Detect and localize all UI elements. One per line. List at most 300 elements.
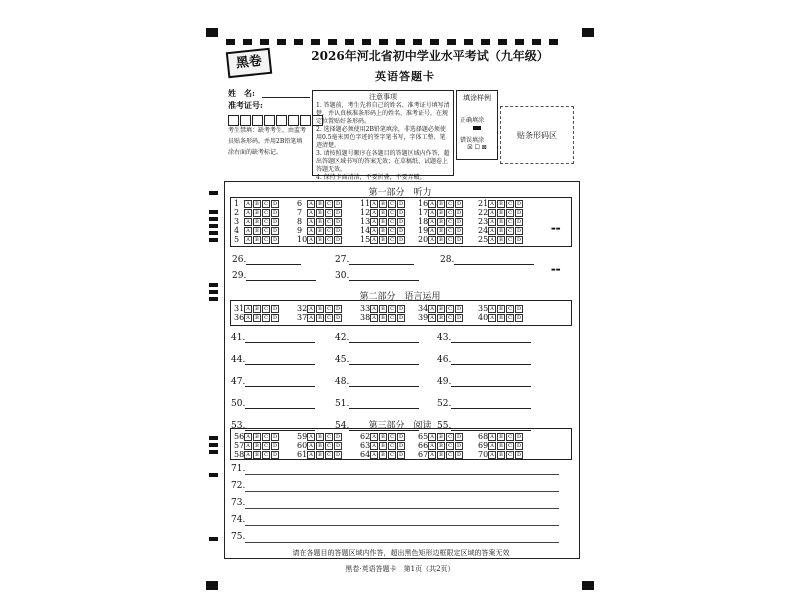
- mc-option-b[interactable]: B: [497, 451, 505, 459]
- mc-option-d[interactable]: D: [398, 210, 403, 216]
- mc-option-a[interactable]: A: [428, 218, 436, 226]
- mc-option-b[interactable]: B: [253, 227, 261, 235]
- mc-number: 20: [418, 235, 429, 244]
- mc-option-d[interactable]: D: [335, 237, 340, 243]
- mc-option-a[interactable]: A: [307, 227, 315, 235]
- mc-number: 18: [418, 217, 429, 226]
- mc-option-c[interactable]: C: [506, 451, 514, 459]
- mc-option-b[interactable]: B: [379, 314, 387, 322]
- mc-option-b[interactable]: B: [316, 200, 324, 208]
- part3-title: 第三部分 阅读: [368, 421, 432, 431]
- mc-option-c[interactable]: C: [388, 451, 396, 459]
- fill-47[interactable]: [231, 377, 315, 387]
- mc-option-a[interactable]: A: [428, 451, 436, 459]
- fill-45[interactable]: [335, 355, 419, 365]
- mc-option-c[interactable]: C: [262, 227, 270, 235]
- mc-option-d[interactable]: D: [398, 434, 403, 440]
- mc-option-c[interactable]: C: [446, 314, 454, 322]
- mc-option-d[interactable]: D: [335, 315, 340, 321]
- mc-option-b[interactable]: B: [379, 200, 387, 208]
- mc-option-d[interactable]: D: [516, 306, 521, 312]
- mc-option-d[interactable]: D: [398, 315, 403, 321]
- mc-question-66: [418, 441, 464, 450]
- fill-number: 55.: [437, 421, 452, 431]
- mc-option-b[interactable]: B: [253, 451, 261, 459]
- mc-number: 19: [418, 226, 429, 235]
- mc-number: 59: [297, 432, 308, 441]
- mc-option-c[interactable]: C: [506, 305, 514, 313]
- mc-option-d[interactable]: D: [335, 210, 340, 216]
- mc-option-d[interactable]: D: [456, 210, 461, 216]
- mc-option-c[interactable]: C: [446, 236, 454, 244]
- mc-option-d[interactable]: D: [516, 228, 521, 234]
- mc-question-8: [297, 217, 343, 226]
- mc-question-9: [297, 226, 343, 235]
- name-field[interactable]: [262, 97, 310, 98]
- writing-line-71[interactable]: [231, 464, 559, 476]
- mc-option-d[interactable]: D: [398, 228, 403, 234]
- mc-option-a[interactable]: A: [244, 236, 252, 244]
- mc-option-a[interactable]: A: [244, 442, 252, 450]
- mc-option-d[interactable]: D: [335, 219, 340, 225]
- mc-option-d[interactable]: D: [398, 443, 403, 449]
- mc-number: 1: [234, 199, 240, 208]
- mc-option-c[interactable]: C: [325, 314, 333, 322]
- mc-option-a[interactable]: A: [244, 314, 252, 322]
- mc-option-c[interactable]: C: [506, 209, 514, 217]
- mc-option-d[interactable]: D: [272, 210, 277, 216]
- fill-50[interactable]: [231, 399, 315, 409]
- mc-option-d[interactable]: D: [516, 210, 521, 216]
- fill-29[interactable]: 29.: [232, 271, 316, 281]
- mc-option-d[interactable]: D: [456, 315, 461, 321]
- mc-option-d[interactable]: D: [516, 443, 521, 449]
- mc-option-a[interactable]: A: [307, 218, 315, 226]
- mc-option-a[interactable]: A: [307, 442, 315, 450]
- answer-line[interactable]: [245, 356, 315, 365]
- mc-number: 34: [418, 304, 429, 313]
- fill-51[interactable]: [335, 399, 419, 409]
- footer-page: 黑卷·英语答题卡 第1页（共2页）: [345, 565, 455, 573]
- mc-option-b[interactable]: B: [437, 451, 445, 459]
- mc-option-d[interactable]: D: [398, 306, 403, 312]
- mc-option-a[interactable]: A: [370, 227, 378, 235]
- mc-option-d[interactable]: D: [456, 443, 461, 449]
- mc-option-a[interactable]: A: [370, 314, 378, 322]
- mc-option-c[interactable]: C: [388, 218, 396, 226]
- mc-option-a[interactable]: A: [488, 236, 496, 244]
- mc-number: 62: [360, 432, 371, 441]
- mc-number: 32: [297, 304, 308, 313]
- mc-option-d[interactable]: D: [516, 452, 521, 458]
- mc-option-c[interactable]: C: [325, 451, 333, 459]
- mc-option-c[interactable]: C: [262, 314, 270, 322]
- fill-number: 46.: [437, 355, 452, 365]
- answer-line[interactable]: [451, 400, 531, 409]
- mc-number: 58: [234, 450, 245, 459]
- fill-28[interactable]: 28.: [440, 255, 534, 265]
- mc-option-b[interactable]: B: [379, 442, 387, 450]
- mc-option-c[interactable]: C: [262, 305, 270, 313]
- mc-option-d[interactable]: D: [272, 315, 277, 321]
- mc-option-d[interactable]: D: [335, 434, 340, 440]
- mc-option-d[interactable]: D: [335, 443, 340, 449]
- mc-question-69: [478, 441, 524, 450]
- mc-option-d[interactable]: D: [272, 306, 277, 312]
- mc-option-b[interactable]: B: [379, 305, 387, 313]
- fill-48[interactable]: [335, 377, 419, 387]
- answer-line[interactable]: [245, 474, 559, 475]
- answer-line[interactable]: [451, 356, 531, 365]
- answer-line[interactable]: [245, 334, 315, 343]
- mc-option-a[interactable]: A: [370, 200, 378, 208]
- mc-option-c[interactable]: C: [506, 236, 514, 244]
- mc-option-c[interactable]: C: [262, 442, 270, 450]
- answer-line[interactable]: [245, 542, 559, 543]
- mc-option-c[interactable]: C: [325, 442, 333, 450]
- mc-question-11: [360, 199, 406, 208]
- mc-option-b[interactable]: B: [497, 236, 505, 244]
- mc-option-c[interactable]: C: [446, 305, 454, 313]
- mc-option-b[interactable]: B: [497, 442, 505, 450]
- mc-option-d[interactable]: D: [335, 201, 340, 207]
- mc-question-58: [234, 450, 280, 459]
- writing-line-73[interactable]: [231, 498, 559, 510]
- mc-option-c[interactable]: C: [446, 218, 454, 226]
- mc-option-b[interactable]: B: [437, 209, 445, 217]
- mc-option-b[interactable]: B: [316, 209, 324, 217]
- part1-title: 第一部分 听力: [368, 188, 432, 198]
- mc-number: 69: [478, 441, 489, 450]
- mc-option-c[interactable]: C: [262, 236, 270, 244]
- mc-option-b[interactable]: B: [437, 200, 445, 208]
- mc-option-d[interactable]: D: [516, 434, 521, 440]
- mc-option-b[interactable]: B: [253, 236, 261, 244]
- mc-option-b[interactable]: B: [379, 227, 387, 235]
- mc-option-b[interactable]: B: [437, 218, 445, 226]
- mc-question-31: [234, 304, 280, 313]
- note-item: 2. 选择题必须使用2B铅笔填涂，非选择题必须使用0.5毫米黑色字迹的签字笔书写，字体工整、笔迹清楚。: [316, 126, 446, 149]
- mc-option-c[interactable]: C: [325, 227, 333, 235]
- mc-option-b[interactable]: B: [497, 433, 505, 441]
- mc-option-d[interactable]: D: [272, 443, 277, 449]
- mc-question-16: [418, 199, 464, 208]
- answer-line[interactable]: [349, 334, 419, 343]
- mc-option-b[interactable]: B: [316, 451, 324, 459]
- mc-option-a[interactable]: A: [428, 442, 436, 450]
- mc-option-a[interactable]: A: [307, 314, 315, 322]
- mc-option-c[interactable]: C: [388, 209, 396, 217]
- mc-option-c[interactable]: C: [446, 433, 454, 441]
- mc-option-c[interactable]: C: [506, 433, 514, 441]
- mc-option-b[interactable]: B: [379, 218, 387, 226]
- mc-number: 60: [297, 441, 308, 450]
- mc-option-c[interactable]: C: [446, 442, 454, 450]
- mc-option-a[interactable]: A: [244, 209, 252, 217]
- mc-option-b[interactable]: B: [316, 305, 324, 313]
- note-item: 1. 答题前，考生先将自己的姓名、准考证号填写清楚，并认真核准条形码上的姓名、准考证号，在规定位置贴好条形码。: [316, 102, 450, 125]
- mc-option-d[interactable]: D: [335, 228, 340, 234]
- mc-option-a[interactable]: A: [428, 200, 436, 208]
- answer-line[interactable]: [245, 400, 315, 409]
- mc-option-b[interactable]: B: [379, 209, 387, 217]
- mc-option-a[interactable]: A: [244, 200, 252, 208]
- mc-option-b[interactable]: B: [437, 433, 445, 441]
- mc-option-a[interactable]: A: [244, 227, 252, 235]
- mc-option-d[interactable]: D: [272, 237, 277, 243]
- mc-option-d[interactable]: D: [335, 452, 340, 458]
- mc-option-d[interactable]: D: [456, 219, 461, 225]
- mc-option-d[interactable]: D: [398, 201, 403, 207]
- writing-line-74[interactable]: [231, 515, 559, 527]
- mc-option-a[interactable]: A: [370, 218, 378, 226]
- fill-46[interactable]: [437, 355, 531, 365]
- mc-option-b[interactable]: B: [379, 236, 387, 244]
- mc-option-a[interactable]: A: [428, 314, 436, 322]
- mc-option-d[interactable]: D: [516, 219, 521, 225]
- mc-option-a[interactable]: A: [428, 209, 436, 217]
- mc-option-a[interactable]: A: [428, 433, 436, 441]
- mc-option-c[interactable]: C: [388, 227, 396, 235]
- mc-option-c[interactable]: C: [325, 236, 333, 244]
- mc-option-a[interactable]: A: [370, 209, 378, 217]
- mc-option-b[interactable]: B: [379, 451, 387, 459]
- mc-option-d[interactable]: D: [272, 452, 277, 458]
- mc-option-b[interactable]: B: [316, 442, 324, 450]
- fill-42[interactable]: [335, 333, 419, 343]
- answer-line[interactable]: [349, 378, 419, 387]
- mc-option-c[interactable]: C: [506, 200, 514, 208]
- mc-option-d[interactable]: D: [516, 201, 521, 207]
- mc-option-a[interactable]: A: [244, 433, 252, 441]
- mc-option-b[interactable]: B: [316, 433, 324, 441]
- mc-option-a[interactable]: A: [307, 433, 315, 441]
- correct-label: 正确填涂: [460, 117, 485, 124]
- mc-option-a[interactable]: A: [428, 227, 436, 235]
- mc-option-c[interactable]: C: [262, 200, 270, 208]
- fill-27[interactable]: 27.: [335, 255, 414, 265]
- mc-option-c[interactable]: C: [325, 200, 333, 208]
- answer-line[interactable]: [451, 378, 531, 387]
- mc-option-b[interactable]: B: [437, 236, 445, 244]
- fill-number: 44.: [231, 355, 246, 365]
- answer-line[interactable]: [245, 525, 559, 526]
- mc-option-a[interactable]: A: [488, 433, 496, 441]
- mc-option-a[interactable]: A: [307, 236, 315, 244]
- mc-option-a[interactable]: A: [307, 305, 315, 313]
- mc-option-c[interactable]: C: [388, 442, 396, 450]
- mc-option-b[interactable]: B: [497, 305, 505, 313]
- fill-49[interactable]: [437, 377, 531, 387]
- mc-option-d[interactable]: D: [456, 228, 461, 234]
- mc-option-d[interactable]: D: [456, 201, 461, 207]
- mc-option-b[interactable]: B: [253, 314, 261, 322]
- mc-option-c[interactable]: C: [506, 314, 514, 322]
- mc-option-c[interactable]: C: [262, 433, 270, 441]
- mc-option-a[interactable]: A: [244, 305, 252, 313]
- timing-mark: [206, 581, 218, 590]
- mc-option-a[interactable]: A: [370, 236, 378, 244]
- mc-option-b[interactable]: B: [316, 218, 324, 226]
- fill-number: 41.: [231, 333, 246, 343]
- mc-option-b[interactable]: B: [437, 227, 445, 235]
- mc-number: 66: [418, 441, 429, 450]
- mc-option-c[interactable]: C: [506, 218, 514, 226]
- fill-number: 45.: [335, 355, 350, 365]
- mc-option-b[interactable]: B: [497, 200, 505, 208]
- writing-line-72[interactable]: [231, 481, 559, 493]
- mc-option-d[interactable]: D: [456, 306, 461, 312]
- mc-option-b[interactable]: B: [379, 433, 387, 441]
- mc-option-b[interactable]: B: [253, 433, 261, 441]
- mc-question-34: [418, 304, 464, 313]
- mc-option-d[interactable]: D: [272, 219, 277, 225]
- mc-number: 40: [478, 313, 489, 322]
- mc-option-a[interactable]: A: [244, 218, 252, 226]
- mc-option-d[interactable]: D: [456, 237, 461, 243]
- mc-option-d[interactable]: D: [516, 315, 521, 321]
- mc-number: 5: [234, 235, 240, 244]
- mc-option-c[interactable]: C: [325, 433, 333, 441]
- mc-option-d[interactable]: D: [335, 306, 340, 312]
- mc-option-c[interactable]: C: [325, 305, 333, 313]
- mc-option-b[interactable]: B: [253, 218, 261, 226]
- mc-option-c[interactable]: C: [506, 442, 514, 450]
- mc-option-b[interactable]: B: [437, 314, 445, 322]
- wrong-sample: ☒ ☐ ⊠: [467, 144, 487, 151]
- mc-option-b[interactable]: B: [253, 209, 261, 217]
- page-title: 2026年河北省初中学业水平考试（九年级）: [311, 49, 549, 63]
- answer-line[interactable]: [349, 356, 419, 365]
- mc-option-a[interactable]: A: [488, 227, 496, 235]
- mc-option-d[interactable]: D: [398, 219, 403, 225]
- fill-43[interactable]: [437, 333, 531, 343]
- mc-option-c[interactable]: C: [262, 451, 270, 459]
- mc-option-b[interactable]: B: [437, 442, 445, 450]
- mc-option-b[interactable]: B: [497, 227, 505, 235]
- mc-option-c[interactable]: C: [388, 236, 396, 244]
- answer-line[interactable]: [245, 508, 559, 509]
- answer-line[interactable]: [245, 491, 559, 492]
- mc-option-c[interactable]: C: [506, 227, 514, 235]
- writing-line-75[interactable]: [231, 532, 559, 544]
- fill-30[interactable]: 30.: [335, 271, 419, 281]
- mc-number: 36: [234, 313, 245, 322]
- mc-option-a[interactable]: A: [370, 305, 378, 313]
- mc-option-b[interactable]: B: [316, 314, 324, 322]
- mc-option-a[interactable]: A: [370, 451, 378, 459]
- mc-option-b[interactable]: B: [253, 305, 261, 313]
- mc-option-b[interactable]: B: [316, 236, 324, 244]
- mc-option-b[interactable]: B: [437, 305, 445, 313]
- mc-option-a[interactable]: A: [307, 200, 315, 208]
- mc-option-a[interactable]: A: [307, 451, 315, 459]
- mc-option-d[interactable]: D: [456, 452, 461, 458]
- mc-option-b[interactable]: B: [253, 200, 261, 208]
- mc-option-c[interactable]: C: [446, 200, 454, 208]
- mc-option-d[interactable]: D: [516, 237, 521, 243]
- mc-question-64: [360, 450, 406, 459]
- mc-option-d[interactable]: D: [398, 237, 403, 243]
- mc-option-c[interactable]: C: [388, 433, 396, 441]
- mc-option-a[interactable]: A: [488, 442, 496, 450]
- mc-number: 38: [360, 313, 371, 322]
- part2-title: 第二部分 语言运用: [359, 292, 441, 302]
- mc-option-a[interactable]: A: [428, 305, 436, 313]
- mc-option-d[interactable]: D: [272, 228, 277, 234]
- mc-option-c[interactable]: C: [325, 209, 333, 217]
- mc-option-a[interactable]: A: [307, 209, 315, 217]
- mc-option-a[interactable]: A: [488, 305, 496, 313]
- mc-option-c[interactable]: C: [446, 451, 454, 459]
- id-label: 准考证号:: [228, 100, 263, 110]
- mc-option-a[interactable]: A: [244, 451, 252, 459]
- mc-number: 25: [478, 235, 489, 244]
- mc-option-b[interactable]: B: [497, 209, 505, 217]
- mc-option-a[interactable]: A: [488, 218, 496, 226]
- mc-option-b[interactable]: B: [497, 218, 505, 226]
- fill-number: 51.: [335, 399, 350, 409]
- mc-option-c[interactable]: C: [446, 209, 454, 217]
- mc-question-2: [234, 208, 280, 217]
- mc-question-62: [360, 432, 406, 441]
- mc-option-c[interactable]: C: [325, 218, 333, 226]
- mc-option-c[interactable]: C: [388, 314, 396, 322]
- mc-option-a[interactable]: A: [428, 236, 436, 244]
- mc-question-70: [478, 450, 524, 459]
- fill-41[interactable]: [231, 333, 315, 343]
- mc-question-39: [418, 313, 464, 322]
- mc-option-c[interactable]: C: [388, 305, 396, 313]
- mc-option-b[interactable]: B: [316, 227, 324, 235]
- mc-number: 13: [360, 217, 371, 226]
- mc-option-a[interactable]: A: [370, 442, 378, 450]
- fill-52[interactable]: [437, 399, 531, 409]
- fill-44[interactable]: [231, 355, 315, 365]
- mc-number: 11: [360, 199, 371, 208]
- mc-option-b[interactable]: B: [253, 442, 261, 450]
- fill-example-box: [456, 90, 498, 160]
- mc-question-35: [478, 304, 524, 313]
- fill-26[interactable]: 26.: [232, 255, 301, 265]
- mc-option-a[interactable]: A: [488, 200, 496, 208]
- answer-line[interactable]: [349, 400, 419, 409]
- mc-option-d[interactable]: D: [272, 201, 277, 207]
- mc-option-c[interactable]: C: [388, 200, 396, 208]
- mc-option-a[interactable]: A: [488, 451, 496, 459]
- mc-option-a[interactable]: A: [488, 314, 496, 322]
- side-mark: [209, 537, 218, 541]
- mc-option-d[interactable]: D: [456, 434, 461, 440]
- answer-line[interactable]: [245, 378, 315, 387]
- mc-question-4: [234, 226, 280, 235]
- mc-option-c[interactable]: C: [262, 209, 270, 217]
- mc-question-15: [360, 235, 406, 244]
- mc-option-d[interactable]: D: [272, 434, 277, 440]
- mc-question-17: [418, 208, 464, 217]
- mc-option-a[interactable]: A: [488, 209, 496, 217]
- mc-question-56: [234, 432, 280, 441]
- mc-option-c[interactable]: C: [446, 227, 454, 235]
- mc-option-b[interactable]: B: [497, 314, 505, 322]
- answer-line[interactable]: [451, 334, 531, 343]
- barcode-area[interactable]: [500, 106, 574, 164]
- mc-number: 35: [478, 304, 489, 313]
- fill-number: 53.: [231, 421, 246, 431]
- mc-option-d[interactable]: D: [398, 452, 403, 458]
- mc-option-a[interactable]: A: [370, 433, 378, 441]
- mc-option-c[interactable]: C: [262, 218, 270, 226]
